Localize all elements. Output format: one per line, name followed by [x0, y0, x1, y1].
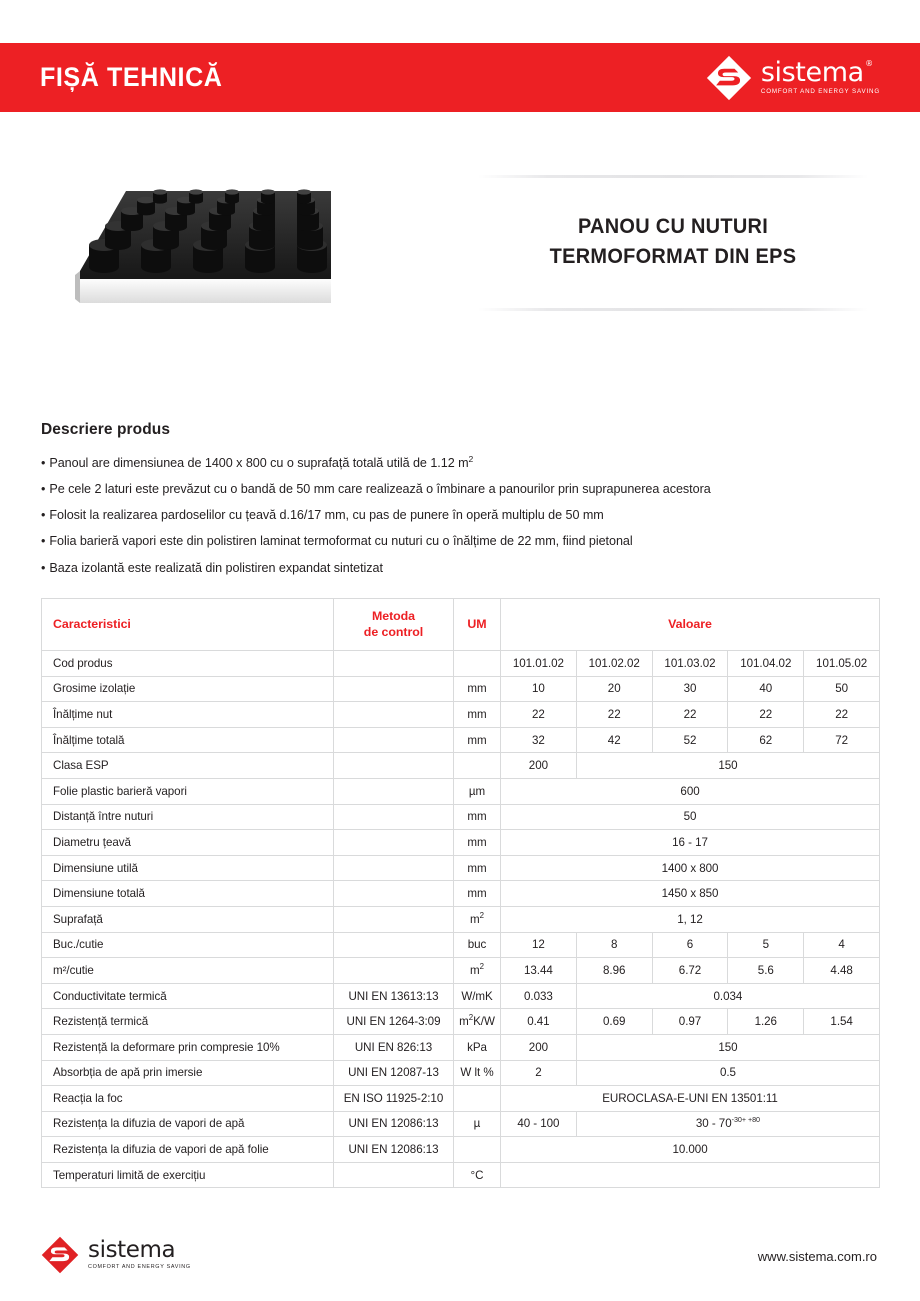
logo-wordmark: sistema	[88, 1237, 176, 1264]
header-logo	[706, 55, 880, 101]
cell-characteristic: Înălțime nut	[42, 702, 334, 728]
sistema-diamond-icon	[41, 1236, 79, 1274]
cell-value: 22	[728, 702, 804, 728]
header-um: UM	[454, 599, 501, 651]
cell-characteristic: Rezistența la difuzia de vapori de apă folie	[42, 1137, 334, 1163]
cell-value: 8	[576, 932, 652, 958]
cell-method: UNI EN 13613:13	[334, 983, 454, 1009]
cell-value: 200	[501, 753, 577, 779]
cell-method	[334, 727, 454, 753]
cell-characteristic: Clasa ESP	[42, 753, 334, 779]
cell-um	[454, 753, 501, 779]
cell-value: EUROCLASA-E-UNI EN 13501:11	[501, 1086, 880, 1112]
cell-value: 40	[728, 676, 804, 702]
cell-method	[334, 778, 454, 804]
cell-value: 101.04.02	[728, 651, 804, 677]
specifications-table	[41, 598, 880, 1188]
cell-characteristic: Temperaturi limită de exercițiu	[42, 1162, 334, 1188]
cell-um: $m^2$	[454, 958, 501, 984]
cell-value: 200	[501, 1034, 577, 1060]
cell-um: $m^2K/W$	[454, 1009, 501, 1035]
title-divider-bottom	[478, 308, 868, 311]
cell-method	[334, 906, 454, 932]
cell-um: mm	[454, 702, 501, 728]
cell-method	[334, 881, 454, 907]
description-item	[41, 450, 911, 476]
cell-method	[334, 1162, 454, 1188]
cell-value: 0.97	[652, 1009, 728, 1035]
cell-value: 1.54	[804, 1009, 880, 1035]
table-row	[42, 651, 880, 677]
cell-value: 150	[576, 753, 879, 779]
cell-value: 20	[576, 676, 652, 702]
cell-value: 6	[652, 932, 728, 958]
cell-value: 0.69	[576, 1009, 652, 1035]
cell-value: 2	[501, 1060, 577, 1086]
cell-value: 101.01.02	[501, 651, 577, 677]
logo-tagline: COMFORT AND ENERGY SAVING	[760, 88, 880, 96]
cell-value: 62	[728, 727, 804, 753]
table-row	[42, 1034, 880, 1060]
cell-method	[334, 804, 454, 830]
logo-tagline: COMFORT AND ENERGY SAVING	[88, 1264, 191, 1271]
cell-um: µ	[454, 1111, 501, 1137]
cell-method	[334, 651, 454, 677]
cell-value: 22	[576, 702, 652, 728]
cell-um	[454, 651, 501, 677]
cell-value: 12	[501, 932, 577, 958]
cell-characteristic: Înălțime totală	[42, 727, 334, 753]
cell-um: $m^2$	[454, 906, 501, 932]
bullet-marker: •	[41, 534, 46, 549]
cell-value	[501, 1162, 880, 1188]
cell-method: UNI EN 826:13	[334, 1034, 454, 1060]
cell-value: 101.02.02	[576, 651, 652, 677]
page-title: FIȘĂ TEHNICĂ	[40, 62, 223, 92]
cell-value: 0.033	[501, 983, 577, 1009]
cell-characteristic: Dimensiune utilă	[42, 855, 334, 881]
cell-value: $30 - 70^{-30+ +80}$	[576, 1111, 879, 1137]
cell-characteristic: Buc./cutie	[42, 932, 334, 958]
table-row	[42, 702, 880, 728]
bullet-marker: •	[41, 560, 46, 575]
cell-method: UNI EN 12086:13	[334, 1111, 454, 1137]
table-row	[42, 1111, 880, 1137]
cell-value: 1400 x 800	[501, 855, 880, 881]
cell-value: 101.03.02	[652, 651, 728, 677]
table-row	[42, 1060, 880, 1086]
table-row	[42, 1162, 880, 1188]
cell-value: 1.26	[728, 1009, 804, 1035]
table-row	[42, 932, 880, 958]
table-row	[42, 1009, 880, 1035]
cell-method	[334, 830, 454, 856]
cell-value: 22	[652, 702, 728, 728]
header-method	[334, 599, 454, 651]
bullet-marker: •	[41, 455, 46, 470]
cell-method: UNI EN 1264-3:09	[334, 1009, 454, 1035]
cell-value: 16 - 17	[501, 830, 880, 856]
cell-value: 30	[652, 676, 728, 702]
cell-um	[454, 1086, 501, 1112]
bullet-marker: •	[41, 481, 46, 496]
cell-value: 52	[652, 727, 728, 753]
cell-method	[334, 753, 454, 779]
cell-value: 40 - 100	[501, 1111, 577, 1137]
table-row	[42, 676, 880, 702]
cell-value: 50	[501, 804, 880, 830]
cell-value: 32	[501, 727, 577, 753]
cell-value: 0.41	[501, 1009, 577, 1035]
product-photo	[66, 183, 331, 323]
cell-um: kPa	[454, 1034, 501, 1060]
footer-website[interactable]: www.sistema.com.ro	[757, 1249, 877, 1264]
cell-um: mm	[454, 676, 501, 702]
cell-um: mm	[454, 881, 501, 907]
cell-um: mm	[454, 727, 501, 753]
cell-method	[334, 932, 454, 958]
description-item-text: Folia barieră vapori este din polistiren laminat termoformat cu nuturi cu o înălțime de 22 mm, fiind pietonal	[49, 534, 633, 549]
description-item	[41, 476, 911, 502]
cell-value: 600	[501, 778, 880, 804]
cell-method	[334, 676, 454, 702]
cell-characteristic: Rezistență la deformare prin compresie 10%	[42, 1034, 334, 1060]
cell-um: buc	[454, 932, 501, 958]
cell-value: 101.05.02	[804, 651, 880, 677]
description-superscript: 2	[468, 453, 474, 464]
cell-value: 42	[576, 727, 652, 753]
cell-characteristic: Diametru țeavă	[42, 830, 334, 856]
cell-value: 22	[501, 702, 577, 728]
header-value: Valoare	[501, 599, 880, 651]
cell-characteristic: Grosime izolație	[42, 676, 334, 702]
cell-value: 5	[728, 932, 804, 958]
cell-value: 0.034	[576, 983, 879, 1009]
description-item	[41, 529, 911, 555]
table-row	[42, 778, 880, 804]
description-item-text: Baza izolantă este realizată din polistiren expandat sintetizat	[49, 560, 383, 575]
cell-characteristic: Rezistența la difuzia de vapori de apă	[42, 1111, 334, 1137]
bullet-marker: •	[41, 508, 46, 523]
cell-characteristic: Absorbția de apă prin imersie	[42, 1060, 334, 1086]
cell-um: °C	[454, 1162, 501, 1188]
cell-value: 1, 12	[501, 906, 880, 932]
table-row	[42, 1086, 880, 1112]
cell-value: 4.48	[804, 958, 880, 984]
description-item	[41, 502, 911, 528]
cell-characteristic: Folie plastic barieră vapori	[42, 778, 334, 804]
description-heading: Descriere produs	[41, 421, 171, 438]
product-title-line1: PANOU CU NUTURI	[577, 215, 769, 238]
table-row	[42, 753, 880, 779]
table-header	[42, 599, 880, 651]
product-title-block	[478, 175, 868, 311]
registered-mark: ®	[865, 59, 873, 69]
cell-value: 50	[804, 676, 880, 702]
cell-um: mm	[454, 830, 501, 856]
cell-um: mm	[454, 855, 501, 881]
cell-value: 6.72	[652, 958, 728, 984]
table-row	[42, 804, 880, 830]
table-header-row	[42, 599, 880, 651]
description-item-text: Pe cele 2 laturi este prevăzut cu o bandă de 50 mm care realizează o îmbinare a panourilor prin suprapunerea acestora	[49, 481, 711, 496]
cell-method	[334, 855, 454, 881]
description-item-text: Folosit la realizarea pardoselilor cu țeavă d.16/17 mm, cu pas de punere în operă multiplu de 50 mm	[49, 508, 604, 523]
cell-value: 1450 x 850	[501, 881, 880, 907]
description-item-text: Panoul are dimensiunea de 1400 x 800 cu o suprafață totală utilă de 1.12 m	[49, 455, 469, 470]
product-title-line2: TERMOFORMAT DIN EPS	[549, 244, 797, 268]
cell-method: EN ISO 11925-2:10	[334, 1086, 454, 1112]
cell-method: UNI EN 12087-13	[334, 1060, 454, 1086]
table-row	[42, 727, 880, 753]
cell-value: 0.5	[576, 1060, 879, 1086]
cell-um: W lt %	[454, 1060, 501, 1086]
cell-method	[334, 702, 454, 728]
cell-characteristic: Cod produs	[42, 651, 334, 677]
cell-um: µm	[454, 778, 501, 804]
cell-characteristic: m²/cutie	[42, 958, 334, 984]
cell-value: 10.000	[501, 1137, 880, 1163]
table-row	[42, 830, 880, 856]
cell-characteristic: Suprafață	[42, 906, 334, 932]
table-body	[42, 651, 880, 1188]
table-row	[42, 881, 880, 907]
description-item	[41, 555, 911, 581]
logo-wordmark: sistema ®	[760, 57, 873, 89]
cell-value: 4	[804, 932, 880, 958]
cell-characteristic: Dimensiune totală	[42, 881, 334, 907]
cell-characteristic: Distanță între nuturi	[42, 804, 334, 830]
table-row	[42, 855, 880, 881]
table-row	[42, 958, 880, 984]
cell-characteristic: Rezistență termică	[42, 1009, 334, 1035]
page-header	[0, 43, 920, 112]
description-list	[41, 450, 911, 581]
cell-value: 13.44	[501, 958, 577, 984]
header-method-line2: de control	[363, 624, 424, 639]
table-row	[42, 906, 880, 932]
cell-value: 22	[804, 702, 880, 728]
cell-characteristic: Reacția la foc	[42, 1086, 334, 1112]
cell-characteristic: Conductivitate termică	[42, 983, 334, 1009]
table-row	[42, 983, 880, 1009]
cell-method	[334, 958, 454, 984]
cell-method: UNI EN 12086:13	[334, 1137, 454, 1163]
header-characteristics: Caracteristici	[42, 599, 334, 651]
cell-value: 150	[576, 1034, 879, 1060]
cell-um: W/mK	[454, 983, 501, 1009]
cell-um: mm	[454, 804, 501, 830]
table-row	[42, 1137, 880, 1163]
header-method-line1: Metoda	[371, 609, 416, 624]
cell-value: 72	[804, 727, 880, 753]
cell-um	[454, 1137, 501, 1163]
cell-value: 5.6	[728, 958, 804, 984]
cell-value: 10	[501, 676, 577, 702]
sistema-diamond-icon	[706, 55, 752, 101]
footer-logo	[41, 1236, 191, 1274]
cell-value: 8.96	[576, 958, 652, 984]
